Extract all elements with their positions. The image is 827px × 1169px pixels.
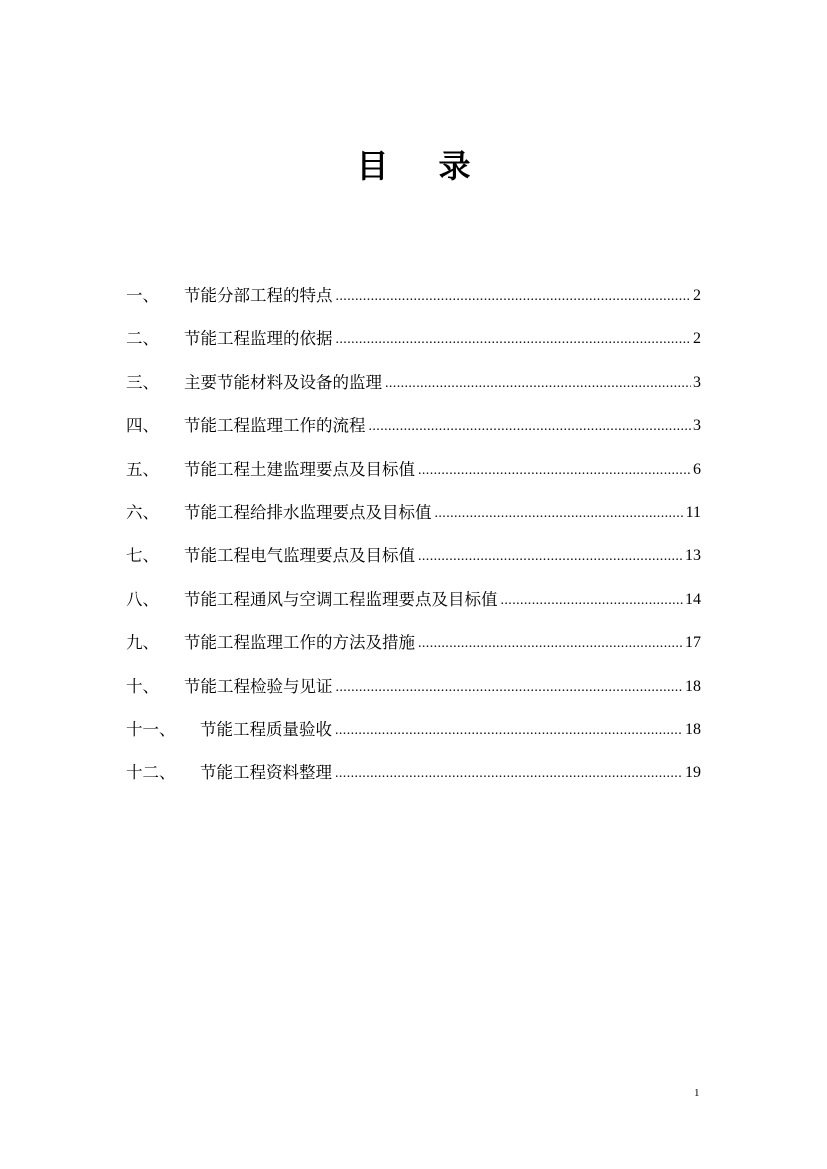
toc-entry-page: 3 [693, 373, 701, 391]
toc-dot-leader [435, 501, 684, 527]
toc-entry-page: 6 [693, 460, 701, 478]
page-number: 1 [694, 1087, 700, 1099]
toc-entry-number: 三、 [126, 372, 159, 392]
toc-entry-title: 节能工程检验与见证 [184, 676, 333, 696]
toc-entry-title: 主要节能材料及设备的监理 [184, 372, 382, 392]
toc-entry-5[interactable] [126, 457, 701, 483]
toc-entry-number: 九、 [126, 633, 159, 653]
toc-entry-6[interactable] [126, 500, 701, 526]
toc-entry-number: 五、 [126, 459, 159, 479]
title-char-2: 录 [438, 147, 471, 185]
toc-dot-leader [335, 718, 683, 744]
toc-entry-title: 节能工程质量验收 [200, 719, 332, 739]
toc-entry-1[interactable] [126, 283, 701, 309]
toc-entry-title: 节能分部工程的特点 [184, 286, 333, 305]
table-of-contents [126, 283, 701, 804]
toc-dot-leader [418, 544, 683, 570]
toc-entry-2[interactable] [126, 326, 701, 352]
toc-entry-number: 二、 [126, 329, 159, 349]
toc-entry-page: 3 [693, 417, 701, 435]
toc-entry-page: 2 [693, 330, 701, 348]
toc-dot-leader [385, 371, 691, 397]
toc-entry-number: 七、 [126, 546, 159, 566]
toc-entry-page: 19 [685, 764, 701, 782]
toc-entry-page: 14 [685, 590, 701, 608]
toc-entry-title: 节能工程电气监理要点及目标值 [184, 546, 415, 566]
toc-dot-leader [418, 631, 683, 657]
toc-dot-leader [336, 327, 692, 353]
toc-entry-title: 节能工程通风与空调工程监理要点及目标值 [184, 589, 498, 609]
toc-entry-number: 十、 [126, 676, 159, 696]
toc-entry-number: 一、 [126, 286, 159, 305]
page-title [0, 146, 827, 186]
toc-entry-title: 节能工程土建监理要点及目标值 [184, 459, 415, 479]
toc-dot-leader [418, 458, 691, 484]
toc-entry-title: 节能工程监理的依据 [184, 329, 333, 349]
toc-entry-8[interactable] [126, 587, 701, 613]
toc-entry-number: 八、 [126, 589, 159, 609]
toc-entry-page: 17 [685, 634, 701, 652]
toc-entry-9[interactable] [126, 630, 701, 656]
toc-entry-title: 节能工程资料整理 [200, 763, 332, 783]
toc-entry-10[interactable] [126, 674, 701, 700]
toc-entry-number: 四、 [126, 416, 159, 436]
toc-entry-number: 十一、 [126, 719, 176, 739]
toc-dot-leader [335, 761, 683, 787]
toc-entry-page: 18 [685, 720, 701, 738]
toc-entry-page: 18 [685, 677, 701, 695]
toc-dot-leader [336, 284, 692, 310]
toc-dot-leader [369, 414, 692, 440]
toc-entry-number: 六、 [126, 502, 159, 522]
toc-dot-leader [501, 588, 684, 614]
toc-entry-11[interactable] [126, 717, 701, 743]
toc-entry-title: 节能工程给排水监理要点及目标值 [184, 502, 432, 522]
toc-entry-page: 13 [685, 547, 701, 565]
toc-entry-title: 节能工程监理工作的方法及措施 [184, 633, 415, 653]
toc-entry-3[interactable] [126, 370, 701, 396]
toc-entry-title: 节能工程监理工作的流程 [184, 416, 366, 436]
toc-entry-page: 11 [685, 503, 701, 521]
toc-entry-12[interactable] [126, 760, 701, 786]
toc-entry-7[interactable] [126, 543, 701, 569]
toc-entry-number: 十二、 [126, 763, 176, 783]
title-char-1: 目 [356, 147, 389, 185]
toc-dot-leader [336, 675, 684, 701]
toc-entry-page: 2 [693, 287, 701, 304]
toc-entry-4[interactable] [126, 413, 701, 439]
